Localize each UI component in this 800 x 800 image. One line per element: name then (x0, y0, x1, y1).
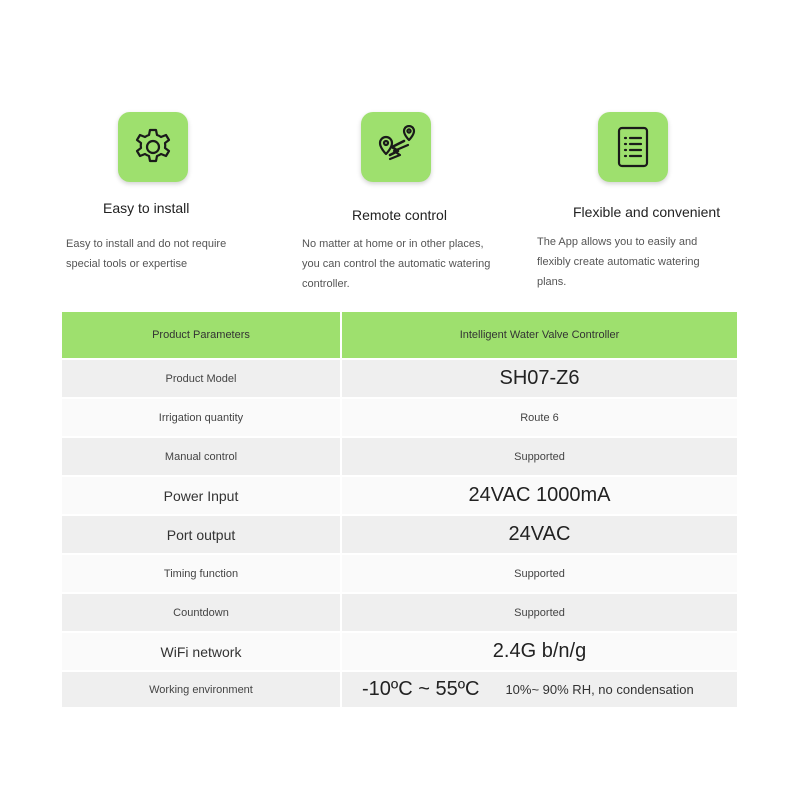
param-label: Manual control (62, 437, 341, 476)
feature-description: No matter at home or in other places, you can control the automatic watering controller. (302, 238, 491, 290)
checklist-icon-box (598, 112, 668, 182)
route-map-icon-box (361, 112, 431, 182)
param-label: Port output (62, 515, 341, 554)
param-value: Supported (341, 554, 737, 593)
param-label: Product Model (62, 359, 341, 398)
table-row (62, 437, 737, 476)
param-value: 24VAC (341, 515, 737, 554)
table-row (62, 359, 737, 398)
feature-title: Remote control (352, 207, 447, 223)
param-label: Timing function (62, 554, 341, 593)
table-row (62, 476, 737, 515)
param-label: Countdown (62, 593, 341, 632)
feature-description: The App allows you to easily and flexibly create automatic watering plans. (537, 236, 700, 288)
param-value: Route 6 (341, 398, 737, 437)
param-value: Supported (341, 593, 737, 632)
param-value: SH07-Z6 (341, 359, 737, 398)
gear-icon (131, 125, 175, 169)
temperature-range: -10ºC ~ 55ºC (362, 678, 480, 700)
feature-title: Easy to install (103, 200, 190, 216)
param-label: Irrigation quantity (62, 398, 341, 437)
param-value: 24VAC 1000mA (341, 476, 737, 515)
route-map-icon (372, 125, 420, 169)
param-label: Working environment (62, 671, 341, 708)
table-header-row (62, 312, 737, 359)
table-header-value: Intelligent Water Valve Controller (341, 312, 737, 359)
param-label: WiFi network (62, 632, 341, 671)
table-row (62, 632, 737, 671)
table-row (62, 554, 737, 593)
table-row (62, 515, 737, 554)
humidity-range: 10%~ 90% RH, no condensation (505, 682, 694, 697)
param-label: Power Input (62, 476, 341, 515)
param-value (341, 671, 737, 708)
table-row (62, 671, 737, 708)
param-value: Supported (341, 437, 737, 476)
feature-description: Easy to install and do not require special tools or expertise (66, 238, 227, 270)
feature-title: Flexible and convenient (573, 204, 721, 220)
gear-icon-box (118, 112, 188, 182)
product-parameters-table (62, 312, 737, 709)
table-row (62, 398, 737, 437)
param-value: 2.4G b/n/g (341, 632, 737, 671)
checklist-icon (615, 125, 651, 169)
table-header-label: Product Parameters (62, 312, 341, 359)
table-row (62, 593, 737, 632)
